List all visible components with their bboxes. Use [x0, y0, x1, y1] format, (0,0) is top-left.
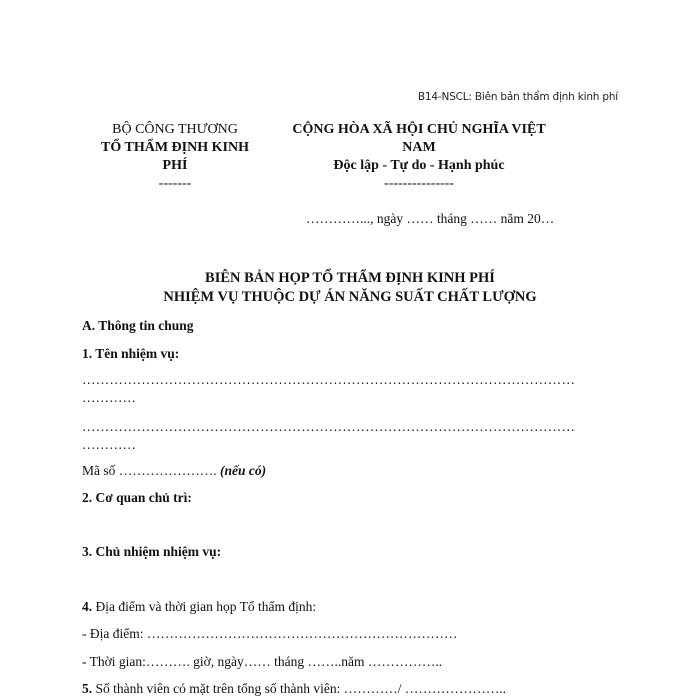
item4-line [82, 599, 316, 615]
ministry-name: BỘ CÔNG THƯƠNG [112, 122, 238, 137]
section-a-heading: A. Thông tin chung [82, 318, 194, 333]
item3-label: 3. Chủ nhiệm nhiệm vụ: [82, 544, 222, 559]
right-header [278, 121, 560, 193]
ma-so-note: (nếu có) [220, 463, 267, 478]
committee-name-line1: TỔ THẨM ĐỊNH KINH [101, 140, 249, 155]
item5-text: Số thành viên có mặt trên tổng số thành viên: …………/ ………………….. [95, 681, 507, 696]
item1-dots-line2-cont: ………… [82, 437, 136, 452]
ma-so-prefix: Mã số …………………. [82, 463, 217, 478]
item1-label: 1. Tên nhiệm vụ: [82, 346, 180, 361]
left-header-divider: ------- [158, 176, 192, 191]
document-title-line2: NHIỆM VỤ THUỘC DỰ ÁN NĂNG SUẤT CHẤT LƯỢNG [163, 289, 537, 305]
item2-label: 2. Cơ quan chủ trì: [82, 490, 192, 505]
ma-so-line [82, 463, 266, 479]
dia-diem-line: - Địa điểm: …………………………………………………………… [82, 626, 458, 641]
item1-dots-line1: ……………………………………………………………………………………………… [82, 372, 576, 387]
item4-number: 4. [82, 599, 93, 614]
thoi-gian-line: - Thời gian:………. giờ, ngày…… tháng ……..năm …………….. [82, 654, 443, 669]
document-title-line1: BIÊN BẢN HỌP TỔ THẨM ĐỊNH KINH PHÍ [205, 270, 495, 286]
national-title-line2: NAM [402, 140, 436, 155]
national-motto: Độc lập - Tự do - Hạnh phúc [333, 158, 505, 173]
right-header-divider: --------------- [384, 176, 454, 191]
left-header [80, 121, 270, 193]
national-title-line1: CỘNG HÒA XÃ HỘI CHỦ NGHĨA VIỆT [292, 122, 546, 137]
item1-dots-line1-cont: ………… [82, 390, 136, 405]
form-code: B14-NSCL: Biên bản thẩm định kinh phí [417, 91, 618, 103]
item5-line [82, 681, 506, 697]
item5-number: 5. [82, 681, 93, 696]
committee-name-line2: PHÍ [162, 158, 188, 173]
document-title [80, 269, 620, 307]
item1-dots-line2: ……………………………………………………………………………………………… [82, 419, 576, 434]
date-line: …………..., ngày …… tháng …… năm 20… [306, 211, 555, 226]
item4-text: Địa điểm và thời gian họp Tổ thẩm định: [95, 599, 317, 614]
